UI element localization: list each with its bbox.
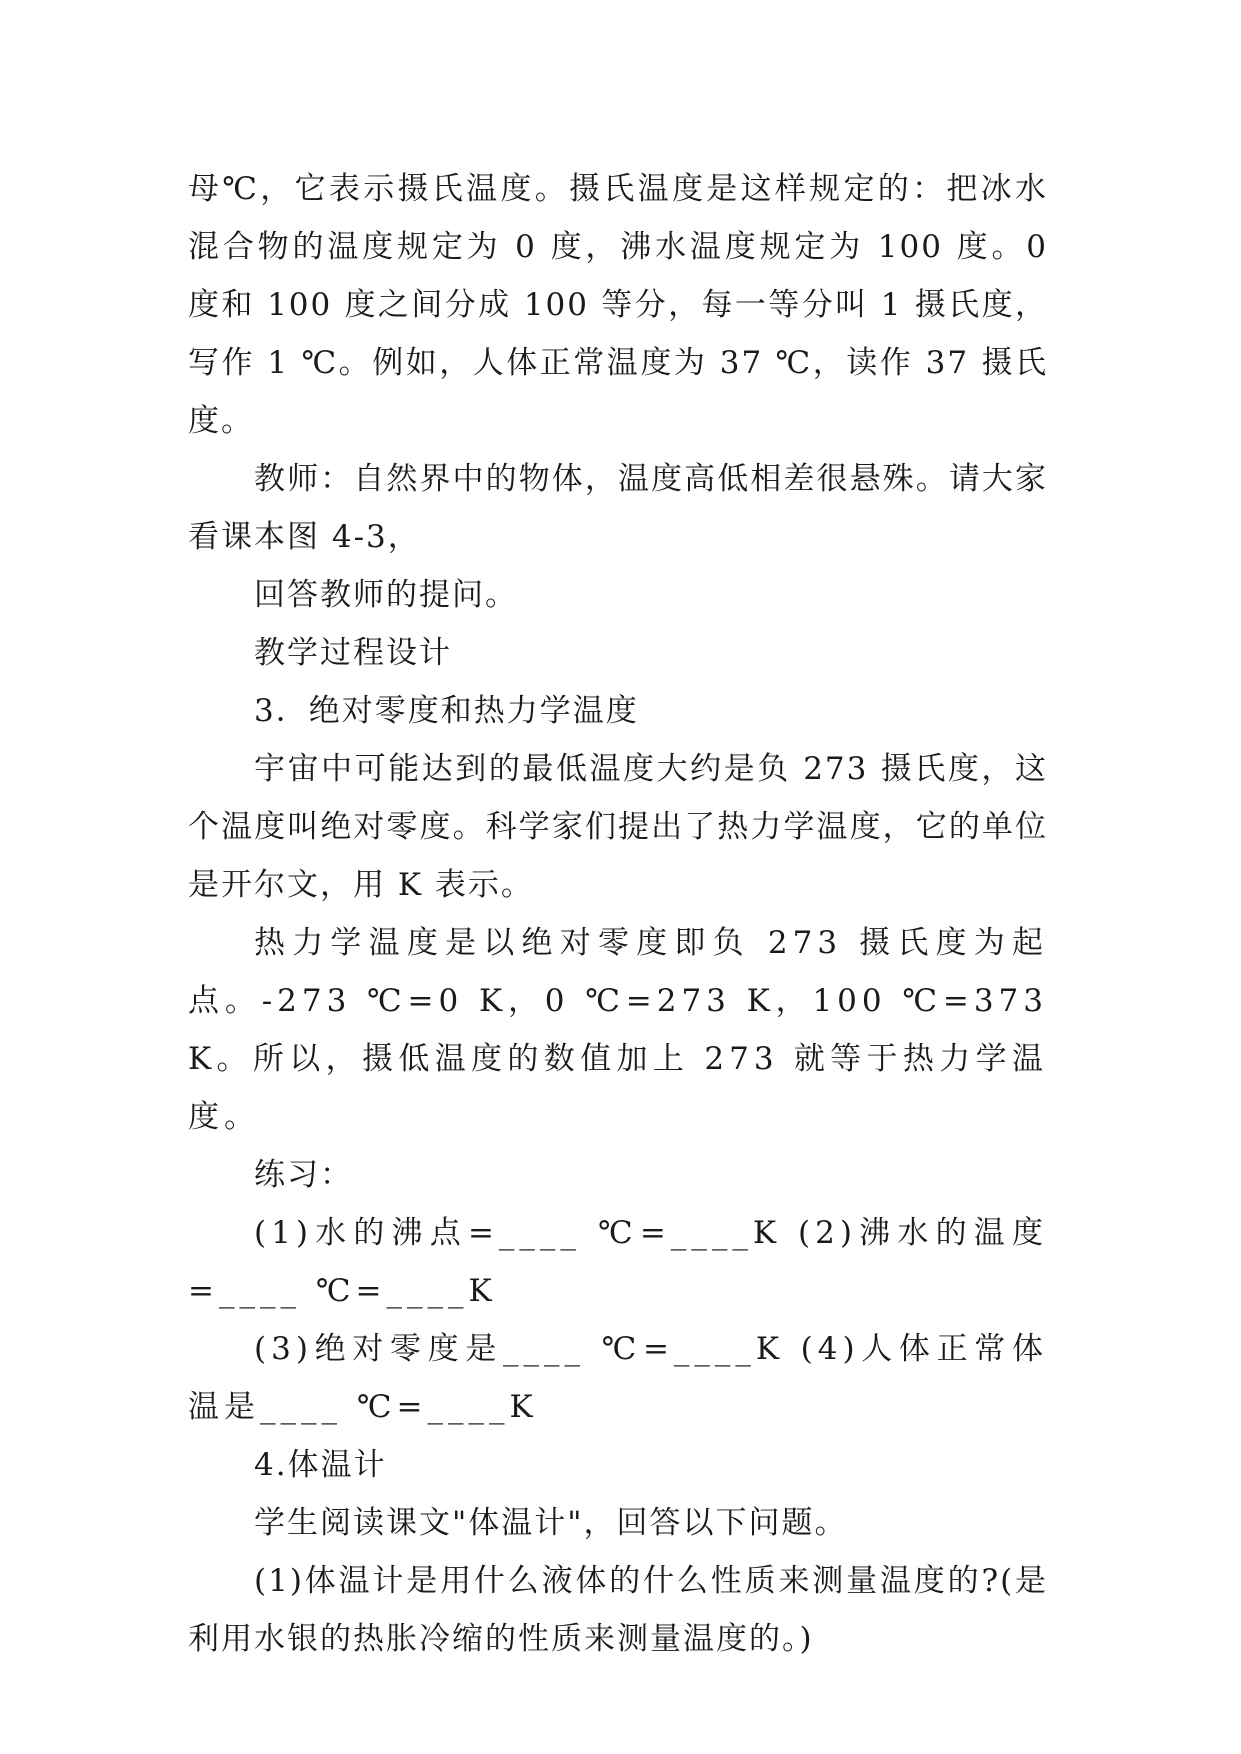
section-heading-absolute-zero: 3．绝对零度和热力学温度: [254, 693, 639, 729]
paragraph-question-1: (1)体温计是用什么液体的什么性质来测量温度的?(是利用水银的热胀冷缩的性质来测量温度的。): [188, 1563, 1048, 1657]
paragraph-celsius-definition: 母℃，它表示摄氏温度。摄氏温度是这样规定的：把冰水混合物的温度规定为 0 度，沸水温度规定为 100 度。0 度和 100 度之间分成 100 等分，每一等分叫 1 摄氏度，写作 1 ℃。例如，人体正常温度为 37 ℃，读作 37 摄氏度。: [188, 171, 1048, 439]
section-heading-design: 教学过程设计: [254, 635, 452, 671]
document-page: [188, 160, 1048, 1668]
paragraph-reading-instruction: 学生阅读课文"体温计"，回答以下问题。: [254, 1505, 848, 1541]
exercise-heading: 练习：: [254, 1157, 353, 1193]
paragraph-answer-question: 回答教师的提问。: [254, 577, 518, 613]
exercise-item-1-2: (1)水的沸点=____ ℃=____K (2)沸水的温度=____ ℃=____K: [188, 1215, 1048, 1309]
section-heading-thermometer: 4.体温计: [254, 1447, 387, 1483]
paragraph-thermodynamic-temperature: 热力学温度是以绝对零度即负 273 摄氏度为起点。-273 ℃=0 K，0 ℃=273 K，100 ℃=373 K。所以，摄低温度的数值加上 273 就等于热力学温度。: [188, 925, 1048, 1135]
exercise-item-3-4: (3)绝对零度是____ ℃=____K (4)人体正常体温是____ ℃=____K: [188, 1331, 1048, 1425]
paragraph-absolute-zero: 宇宙中可能达到的最低温度大约是负 273 摄氏度，这个温度叫绝对零度。科学家们提出了热力学温度，它的单位是开尔文，用 K 表示。: [188, 751, 1048, 903]
paragraph-teacher-remark: 教师：自然界中的物体，温度高低相差很悬殊。请大家看课本图 4-3，: [188, 461, 1048, 555]
